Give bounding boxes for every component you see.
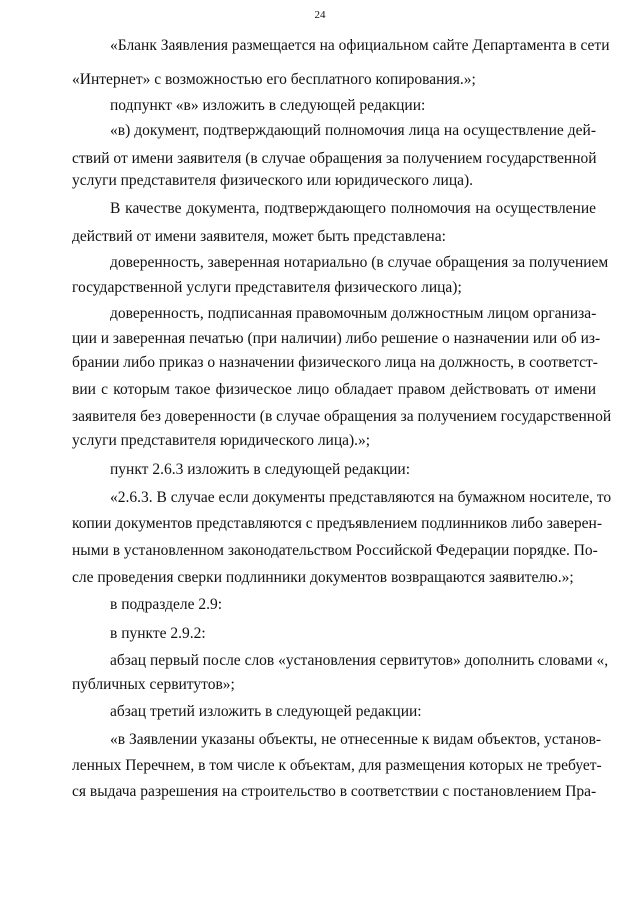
text-line: ствий от имени заявителя (в случае обращения за получением государственной	[72, 150, 597, 167]
text-line: публичных сервитутов»;	[72, 676, 235, 693]
text-line: в подразделе 2.9:	[110, 596, 223, 613]
text-line: «2.6.3. В случае если документы представляются на бумажном носителе, то	[110, 489, 612, 506]
text-line: ся выдача разрешения на строительство в соответствии с постановлением Пра-	[72, 783, 597, 800]
text-line: заявителя без доверенности (в случае обращения за получением государственной	[72, 408, 612, 425]
text-line: «в Заявлении указаны объекты, не отнесенные к видам объектов, установ-	[110, 731, 602, 748]
text-line: подпункт «в» изложить в следующей редакции:	[110, 97, 426, 114]
text-line: действий от имени заявителя, может быть представлена:	[72, 228, 446, 245]
text-line: государственной услуги представителя физического лица);	[72, 279, 462, 296]
text-line: вии с которым такое физическое лицо обладает правом действовать от имени	[72, 381, 596, 398]
text-line: ции и заверенная печатью (при наличии) либо решение о назначении или об из-	[72, 330, 601, 347]
text-line: абзац третий изложить в следующей редакции:	[110, 703, 422, 720]
page-number: 24	[314, 9, 326, 21]
text-line: «Бланк Заявления размещается на официальном сайте Департамента в сети	[110, 37, 610, 54]
text-line: копии документов представляются с предъявлением подлинников либо заверен-	[72, 515, 602, 532]
text-line: в пункте 2.9.2:	[110, 625, 206, 642]
text-line: «в) документ, подтверждающий полномочия лица на осуществление дей-	[110, 122, 596, 139]
text-line: «Интернет» с возможностью его бесплатного копирования.»;	[72, 71, 476, 88]
text-line: услуги представителя юридического лица).»;	[72, 432, 371, 449]
text-line: пункт 2.6.3 изложить в следующей редакции:	[110, 461, 411, 478]
text-line: доверенность, подписанная правомочным должностным лицом организа-	[110, 305, 597, 322]
text-line: доверенность, заверенная нотариально (в случае обращения за получением	[110, 254, 609, 271]
text-line: абзац первый после слов «установления сервитутов» дополнить словами «,	[110, 652, 609, 669]
text-line: ленных Перечнем, в том числе к объектам, для размещения которых не требует-	[72, 757, 602, 774]
text-line: брании либо приказ о назначении физического лица на должность, в соответст-	[72, 354, 598, 371]
text-line: ными в установленном законодательством Российской Федерации порядке. По-	[72, 542, 598, 559]
text-line: сле проведения сверки подлинники документов возвращаются заявителю.»;	[72, 569, 574, 586]
text-line: В качестве документа, подтверждающего полномочия на осуществление	[110, 200, 596, 217]
text-line: услуги представителя физического или юридического лица).	[72, 172, 474, 189]
